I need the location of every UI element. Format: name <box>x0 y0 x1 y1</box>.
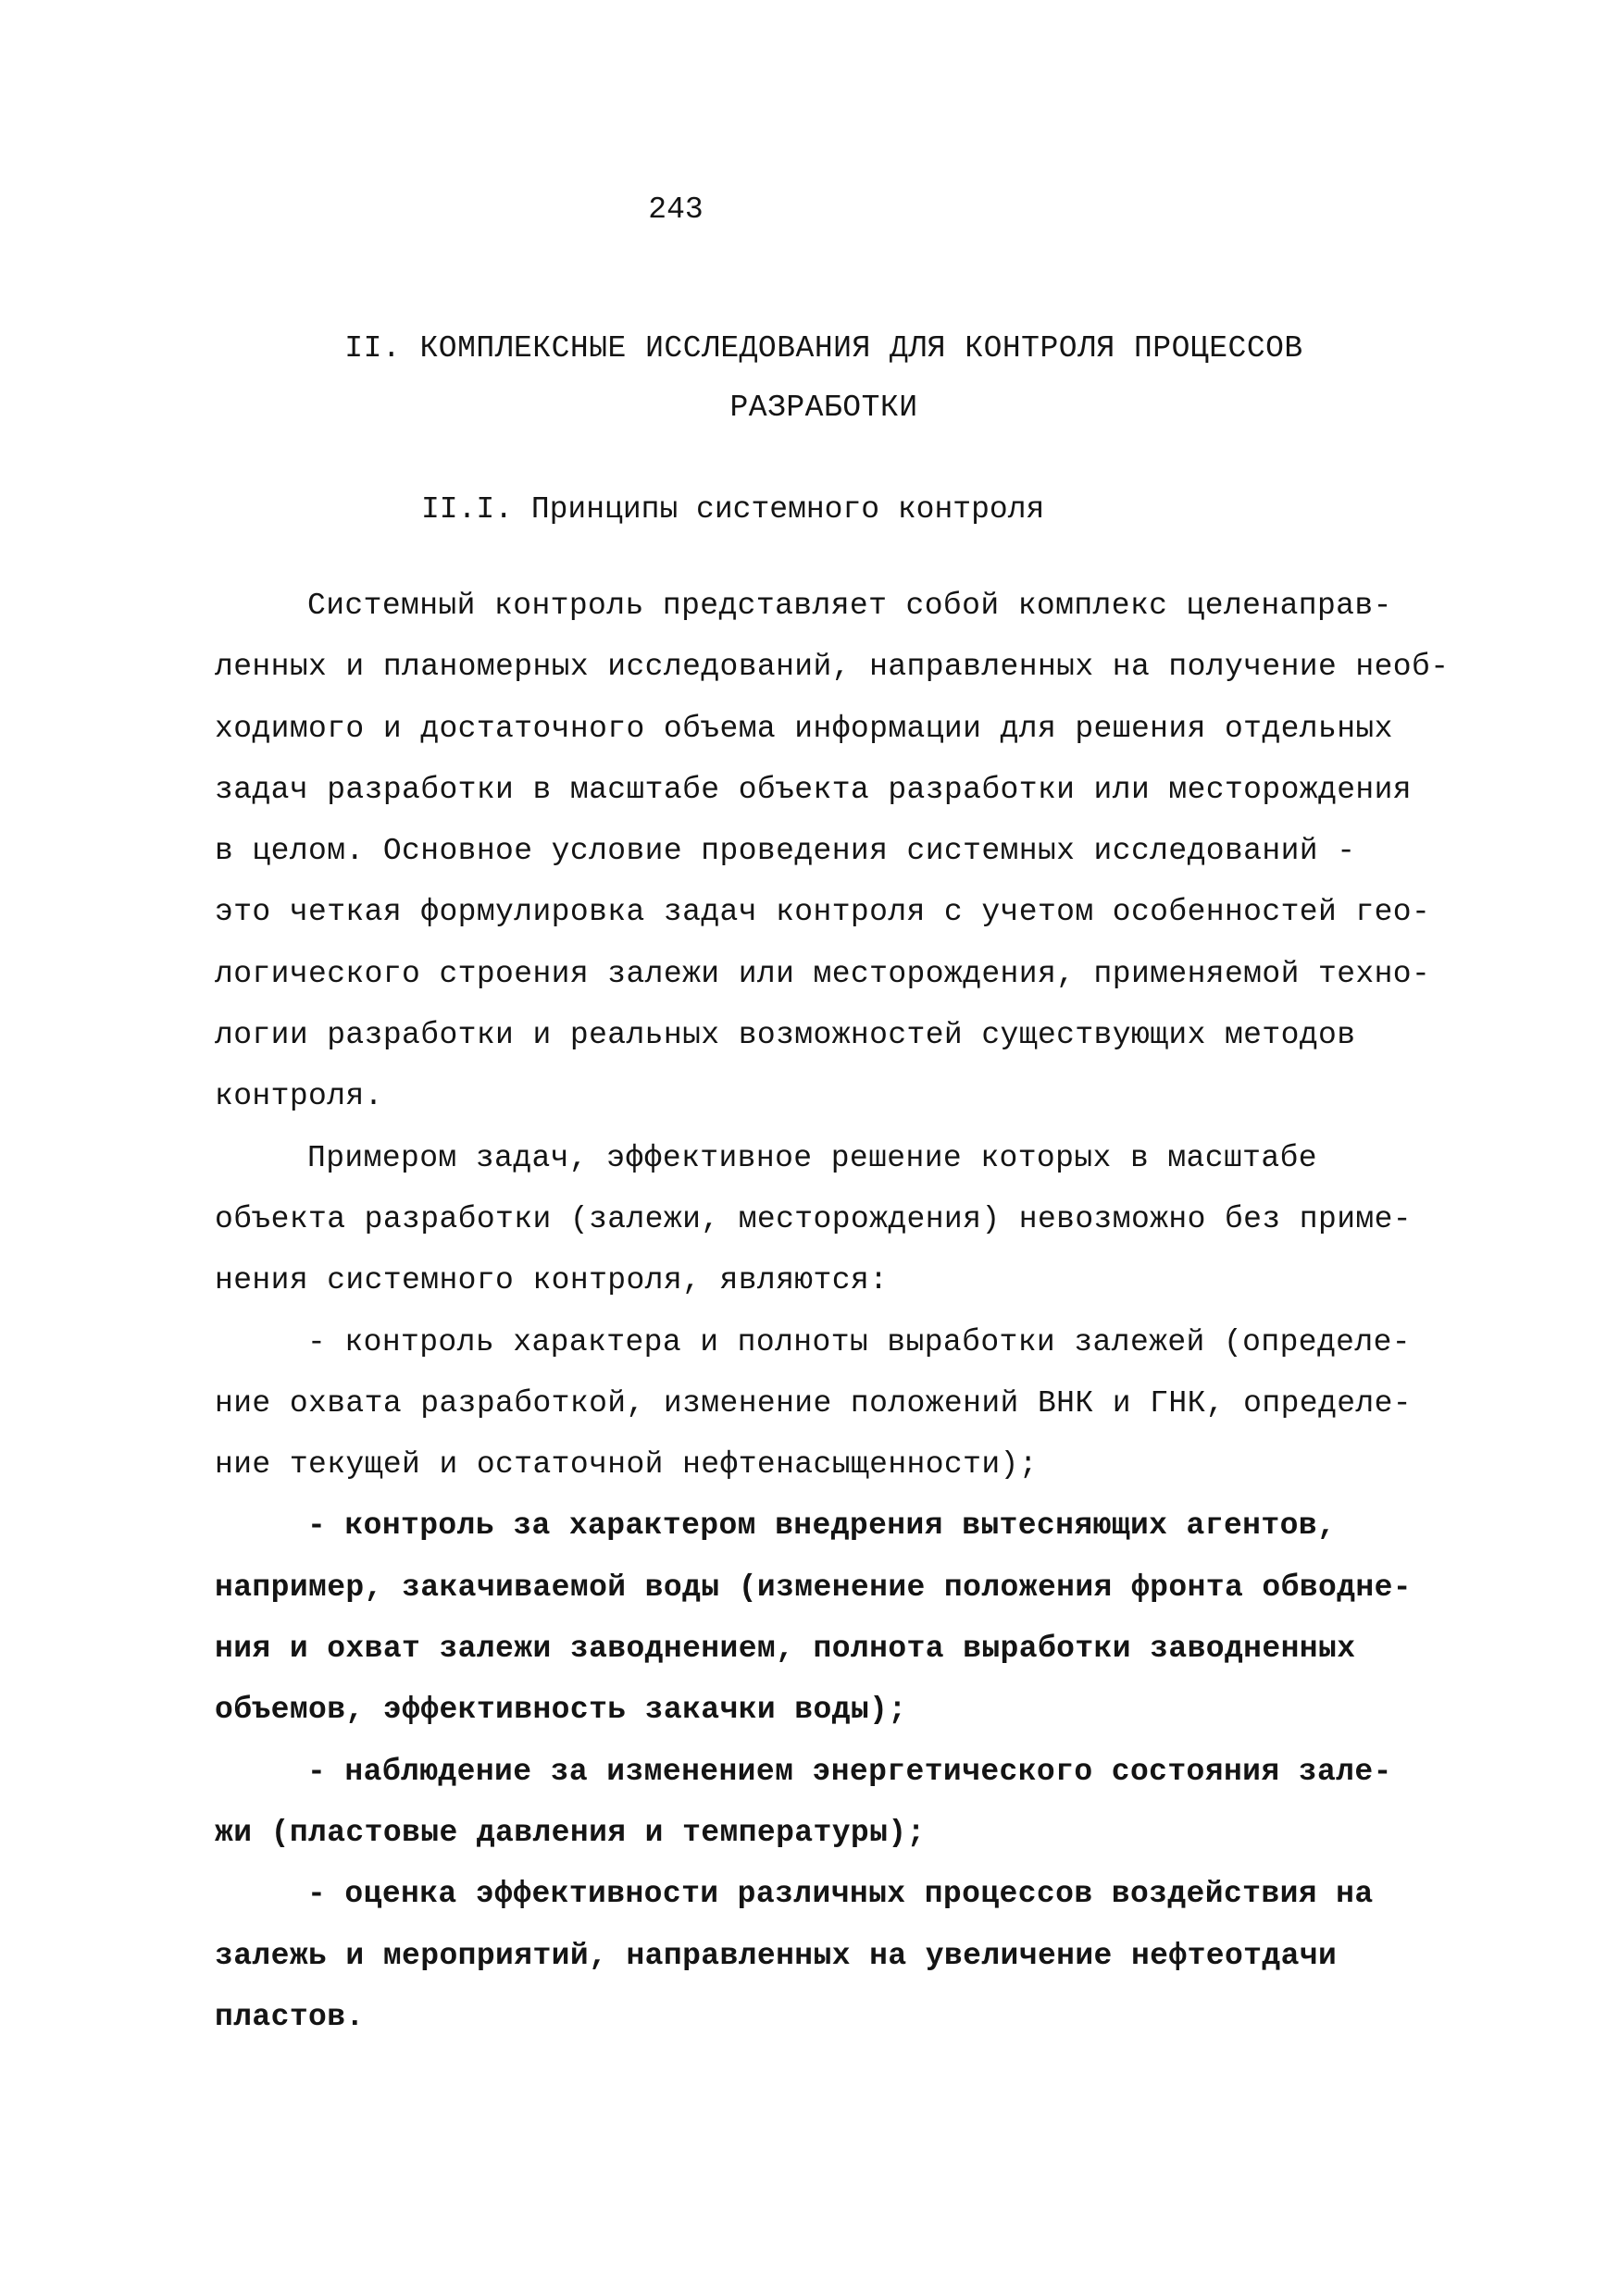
body-line: объекта разработки (залежи, месторождения) невозможно без приме- <box>215 1201 1413 1236</box>
body-line: в целом. Основное условие проведения системных исследований - <box>215 834 1356 869</box>
body-line: например, закачиваемой воды (изменение положения фронта обводне- <box>215 1570 1413 1605</box>
body-line: объемов, эффективность закачки воды); <box>215 1693 907 1728</box>
body-line: логического строения залежи или месторождения, применяемой техно- <box>215 956 1431 991</box>
chapter-heading <box>333 319 1314 438</box>
page-number: 243 <box>648 192 704 227</box>
body-line: - наблюдение за изменением энергетического состояния зале- <box>307 1754 1392 1789</box>
body-line: это четкая формулировка задач контроля с учетом особенностей гео- <box>215 895 1431 930</box>
body-line: пластов. <box>215 1999 365 2034</box>
body-line: жи (пластовые давления и температуры); <box>215 1815 926 1850</box>
body-line: - контроль за характером внедрения вытесняющих агентов, <box>307 1508 1337 1544</box>
body-text <box>215 576 1450 2048</box>
body-line: - контроль характера и полноты выработки залежей (определе- <box>307 1324 1411 1359</box>
body-line: ленных и планомерных исследований, направленных на получение необ- <box>215 650 1450 685</box>
body-line: - оценка эффективности различных процессов воздействия на <box>307 1877 1374 1912</box>
body-line: контроля. <box>215 1079 383 1114</box>
body-line: ходимого и достаточного объема информации для решения отдельных <box>215 711 1393 746</box>
body-line: Примером задач, эффективное решение которых в масштабе <box>307 1140 1317 1175</box>
body-line: ния и охват залежи заводнением, полнота выработки заводненных <box>215 1632 1356 1667</box>
body-line: нения системного контроля, являются: <box>215 1263 889 1298</box>
body-line: логии разработки и реальных возможностей существующих методов <box>215 1018 1356 1053</box>
chapter-heading-line-1: II. КОМПЛЕКСНЫЕ ИССЛЕДОВАНИЯ ДЛЯ КОНТРОЛЯ ПРОЦЕССОВ <box>344 331 1303 366</box>
body-line: ние охвата разработкой, изменение положений ВНК и ГНК, определе- <box>215 1385 1413 1421</box>
body-line: задач разработки в масштабе объекта разработки или месторождения <box>215 772 1413 807</box>
chapter-heading-line-2: РАЗРАБОТКИ <box>729 391 918 425</box>
body-line: ние текущей и остаточной нефтенасыщенности); <box>215 1447 1038 1483</box>
body-line: залежь и мероприятий, направленных на увеличение нефтеотдачи <box>215 1938 1338 1973</box>
section-title: II.I. Принципы системного контроля <box>421 492 1045 527</box>
body-line: Системный контроль представляет собой комплекс целенаправ- <box>307 589 1392 623</box>
